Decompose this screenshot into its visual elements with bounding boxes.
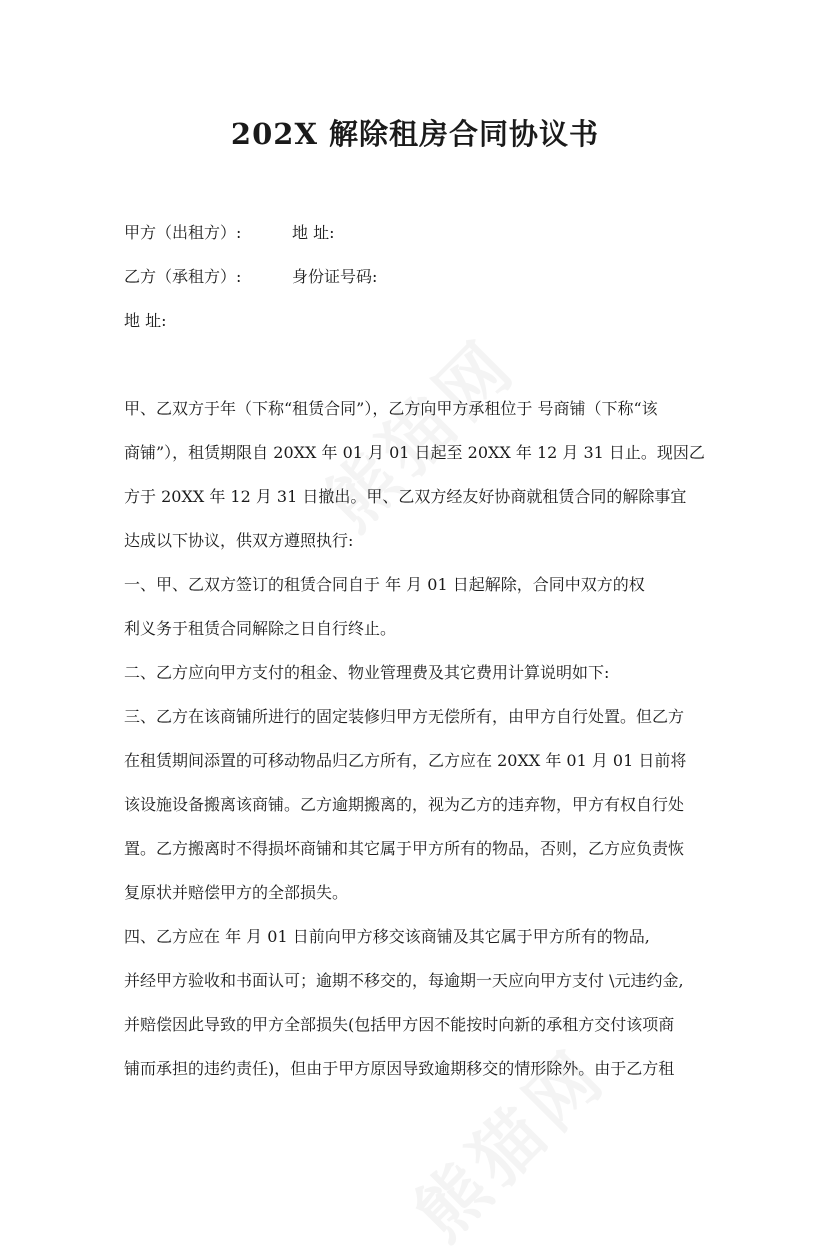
paragraph-line: 利义务于租赁合同解除之日自行终止。 — [124, 619, 397, 638]
paragraph-line: 方于 20XX 年 12 月 31 日撤出。甲、乙双方经友好协商就租赁合同的解除事宜 — [124, 487, 687, 506]
watermark — [299, 312, 536, 549]
paragraph-line: 三、乙方在该商铺所进行的固定装修归甲方无偿所有，由甲方自行处置。但乙方 — [124, 707, 685, 726]
paragraph-line: 达成以下协议，供双方遵照执行: — [124, 531, 354, 550]
party-b-label: 乙方（承租方）: — [124, 267, 242, 286]
id-number-label: 身份证号码: — [292, 267, 378, 286]
paragraph-line: 四、乙方应在 年 月 01 日前向甲方移交该商铺及其它属于甲方所有的物品, — [124, 927, 650, 946]
paragraph-line: 铺而承担的违约责任)，但由于甲方原因导致逾期移交的情形除外。由于乙方租 — [124, 1059, 675, 1078]
paragraph-line: 复原状并赔偿甲方的全部损失。 — [124, 883, 349, 902]
address-b-label: 地 址: — [124, 311, 167, 330]
paragraph-line: 在租赁期间添置的可移动物品归乙方所有，乙方应在 20XX 年 01 月 01 日前将 — [124, 751, 687, 770]
paragraph-line: 并经甲方验收和书面认可；逾期不移交的，每逾期一天应向甲方支付 \元违约金, — [124, 971, 684, 990]
paragraph-line: 一、甲、乙双方签订的租赁合同自于 年 月 01 日起解除，合同中双方的权 — [124, 575, 645, 594]
paragraph-line: 并赔偿因此导致的甲方全部损失(包括甲方因不能按时向新的承租方交付该项商 — [124, 1015, 675, 1034]
paragraph-line: 甲、乙双方于年（下称“租赁合同”），乙方向甲方承租位于 号商铺（下称“该 — [124, 399, 658, 418]
paragraph-line: 商铺”），租赁期限自 20XX 年 01 月 01 日起至 20XX 年 12 月 31 日止。现因乙 — [124, 443, 705, 462]
paragraph-line: 二、乙方应向甲方支付的租金、物业管理费及其它费用计算说明如下: — [124, 663, 610, 682]
paragraph-line: 置。乙方搬离时不得损坏商铺和其它属于甲方所有的物品，否则，乙方应负责恢 — [124, 839, 685, 858]
document-title: 202X 解除租房合同协议书 — [230, 117, 600, 151]
address-a-label: 地 址: — [292, 223, 335, 242]
paragraph-line: 该设施设备搬离该商铺。乙方逾期搬离的，视为乙方的违弃物，甲方有权自行处 — [124, 795, 685, 814]
party-a-label: 甲方（出租方）: — [124, 223, 242, 242]
